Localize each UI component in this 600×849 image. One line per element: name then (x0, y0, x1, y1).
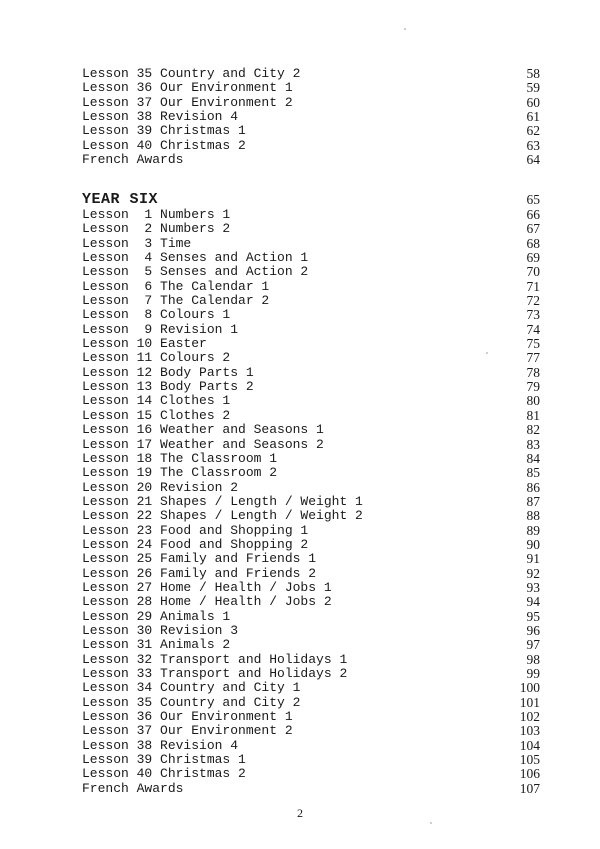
toc-entry (82, 624, 540, 638)
toc-entry-title: Lesson 35 Country and City 2 (82, 694, 301, 710)
toc-entry (82, 394, 540, 408)
toc-entry-page: 100 (519, 680, 540, 696)
toc-entry-title: Lesson 4 Senses and Action 1 (82, 250, 309, 266)
toc-entry-title: Lesson 29 Animals 1 (82, 608, 231, 624)
toc-entry-title: Lesson 15 Clothes 2 (82, 407, 231, 423)
toc-entry (82, 466, 540, 480)
toc-entry (82, 610, 540, 624)
toc-entry-title: Lesson 18 The Classroom 1 (82, 450, 278, 466)
toc-entry-page: 102 (519, 709, 540, 725)
toc-entry (82, 438, 540, 452)
toc-entry-page: 84 (526, 450, 540, 466)
toc-entry-page: 75 (526, 336, 540, 352)
toc-entry-title: Lesson 39 Christmas 1 (82, 123, 246, 139)
toc-entry (82, 653, 540, 667)
toc-entry-page: 106 (519, 766, 540, 782)
toc-entry-title: Lesson 37 Our Environment 2 (82, 723, 293, 739)
scan-speck (404, 28, 406, 30)
toc-entry-page: 93 (526, 579, 540, 595)
toc-entry (82, 251, 540, 265)
toc-entry-page: 103 (519, 723, 540, 739)
toc-entry (82, 595, 540, 609)
toc-entry (82, 308, 540, 322)
toc-entry-title: Lesson 2 Numbers 2 (82, 221, 231, 237)
toc-entry-title: Lesson 11 Colours 2 (82, 350, 231, 366)
toc-entry-page: 77 (526, 350, 540, 366)
toc-entry (82, 237, 540, 251)
toc-entry-title: Lesson 13 Body Parts 2 (82, 379, 254, 395)
toc-entry-title: Lesson 8 Colours 1 (82, 307, 231, 323)
toc-entry (82, 67, 540, 81)
toc-entry-title: Lesson 9 Revision 1 (82, 321, 239, 337)
toc-entry (82, 481, 540, 495)
toc-entry-page: 81 (526, 407, 540, 423)
toc-entry-page: 61 (526, 109, 540, 125)
scan-speck (430, 822, 432, 824)
toc-entry-page: 91 (526, 551, 540, 567)
toc-entry-page: 60 (526, 94, 540, 110)
toc-entry-page: 92 (526, 565, 540, 581)
toc-entry-title: Lesson 1 Numbers 1 (82, 207, 231, 222)
toc-entry-page: 98 (526, 651, 540, 667)
toc-entry-title: Lesson 22 Shapes / Length / Weight 2 (82, 508, 363, 524)
toc-entry-page: 59 (526, 80, 540, 96)
toc-entry-page: 105 (519, 752, 540, 768)
toc-entry-page: 70 (526, 264, 540, 280)
toc-entry-page: 62 (526, 123, 540, 139)
toc-entry-page: 64 (526, 152, 540, 168)
toc-entry-title: Lesson 17 Weather and Seasons 2 (82, 436, 324, 452)
toc-entry-title: Lesson 34 Country and City 1 (82, 680, 301, 696)
toc-entry (82, 222, 540, 236)
toc-entry-page: 72 (526, 293, 540, 309)
toc-entry (82, 265, 540, 279)
toc-entry-page: 89 (526, 522, 540, 538)
toc-entry (82, 366, 540, 380)
toc-entry (82, 696, 540, 710)
toc-entry-title: Lesson 28 Home / Health / Jobs 2 (82, 594, 332, 610)
toc-entry-title: Lesson 3 Time (82, 235, 192, 251)
toc-entry (82, 323, 540, 337)
toc-entry-title: Lesson 36 Our Environment 1 (82, 709, 293, 725)
toc-entry-page: 83 (526, 436, 540, 452)
toc-entry-page: 88 (526, 508, 540, 524)
toc-entry-title: Lesson 38 Revision 4 (82, 737, 239, 753)
toc-entry-page: 69 (526, 250, 540, 266)
toc-entry (82, 524, 540, 538)
toc-entry-title: Lesson 40 Christmas 2 (82, 137, 246, 153)
toc-entry (82, 509, 540, 523)
toc-entry (82, 294, 540, 308)
toc-entry (82, 581, 540, 595)
toc-entry-title: Lesson 25 Family and Friends 1 (82, 551, 317, 567)
toc-entry-title: French Awards (82, 152, 184, 168)
toc-entry (82, 351, 540, 365)
toc-entry-title: Lesson 39 Christmas 1 (82, 752, 246, 768)
toc-entry-page: 67 (526, 221, 540, 237)
toc-entry-title: Lesson 23 Food and Shopping 1 (82, 522, 309, 538)
toc-entry-title: Lesson 33 Transport and Holidays 2 (82, 666, 348, 681)
toc-entry (82, 753, 540, 767)
toc-entry-title: Lesson 40 Christmas 2 (82, 766, 246, 782)
toc-entry (82, 409, 540, 423)
toc-entry-title: Lesson 24 Food and Shopping 2 (82, 536, 309, 552)
toc-entry (82, 495, 540, 509)
toc-entry (82, 724, 540, 738)
toc-entry-page: 66 (526, 207, 540, 222)
toc-entry (82, 81, 540, 95)
toc-entry (82, 153, 540, 167)
toc-entry-title: Lesson 36 Our Environment 1 (82, 80, 293, 96)
toc-entry-page: 58 (526, 66, 540, 81)
toc-entry-title: Lesson 6 The Calendar 1 (82, 278, 270, 294)
toc-entry (82, 96, 540, 110)
toc-list-year-six (82, 208, 540, 796)
toc-entry (82, 452, 540, 466)
toc-entry-page: 85 (526, 465, 540, 481)
toc-entry-page: 79 (526, 379, 540, 395)
toc-entry-title: Lesson 32 Transport and Holidays 1 (82, 651, 348, 667)
toc-entry-page: 78 (526, 364, 540, 380)
toc-entry (82, 739, 540, 753)
toc-entry-page: 94 (526, 594, 540, 610)
toc-entry-page: 82 (526, 422, 540, 438)
toc-entry-title: Lesson 21 Shapes / Length / Weight 1 (82, 493, 363, 509)
toc-entry-page: 71 (526, 278, 540, 294)
year-six-heading: YEAR SIX (82, 191, 159, 208)
toc-entry-title: Lesson 10 Easter (82, 336, 207, 352)
toc-entry-page: 90 (526, 536, 540, 552)
toc-entry-title: Lesson 38 Revision 4 (82, 109, 239, 125)
toc-entry-title: Lesson 5 Senses and Action 2 (82, 264, 309, 280)
toc-entry-page: 80 (526, 393, 540, 409)
toc-entry-title: Lesson 12 Body Parts 1 (82, 364, 254, 380)
toc-entry-title: Lesson 14 Clothes 1 (82, 393, 231, 409)
toc-list-previous-year (82, 67, 540, 167)
toc-entry (82, 110, 540, 124)
toc-entry-page: 99 (526, 666, 540, 681)
toc-entry (82, 667, 540, 681)
toc-entry (82, 567, 540, 581)
toc-entry-title: Lesson 31 Animals 2 (82, 637, 231, 653)
toc-entry-page: 68 (526, 235, 540, 251)
toc-entry (82, 423, 540, 437)
toc-entry-page: 107 (519, 780, 540, 796)
toc-entry-page: 74 (526, 321, 540, 337)
toc-entry-title: French Awards (82, 780, 184, 796)
toc-entry-page: 95 (526, 608, 540, 624)
toc-entry (82, 380, 540, 394)
toc-entry (82, 124, 540, 138)
toc-entry-title: Lesson 7 The Calendar 2 (82, 293, 270, 309)
toc-entry-title: Lesson 27 Home / Health / Jobs 1 (82, 579, 332, 595)
toc-entry-title: Lesson 26 Family and Friends 2 (82, 565, 317, 581)
toc-entry-title: Lesson 37 Our Environment 2 (82, 94, 293, 110)
toc-entry (82, 782, 540, 796)
year-six-heading-row (82, 190, 540, 208)
toc-entry (82, 139, 540, 153)
toc-entry (82, 280, 540, 294)
toc-entry (82, 638, 540, 652)
toc-entry-page: 96 (526, 622, 540, 638)
toc-entry (82, 681, 540, 695)
toc-entry (82, 552, 540, 566)
toc-entry-page: 97 (526, 637, 540, 653)
toc-entry (82, 710, 540, 724)
year-six-page-number: 65 (526, 192, 540, 207)
toc-entry-title: Lesson 16 Weather and Seasons 1 (82, 422, 324, 438)
toc-entry-title: Lesson 19 The Classroom 2 (82, 465, 278, 481)
toc-entry (82, 538, 540, 552)
toc-entry-page: 87 (526, 493, 540, 509)
toc-entry-title: Lesson 30 Revision 3 (82, 622, 239, 638)
toc-entry-page: 73 (526, 307, 540, 323)
toc-entry-page: 86 (526, 479, 540, 495)
page-number: 2 (297, 806, 303, 820)
toc-entry (82, 337, 540, 351)
toc-entry-page: 63 (526, 137, 540, 153)
scan-speck (486, 352, 488, 354)
toc-entry-title: Lesson 35 Country and City 2 (82, 66, 301, 81)
toc-entry-page: 104 (519, 737, 540, 753)
toc-entry (82, 208, 540, 222)
toc-entry-title: Lesson 20 Revision 2 (82, 479, 239, 495)
toc-entry (82, 767, 540, 781)
toc-entry-page: 101 (519, 694, 540, 710)
